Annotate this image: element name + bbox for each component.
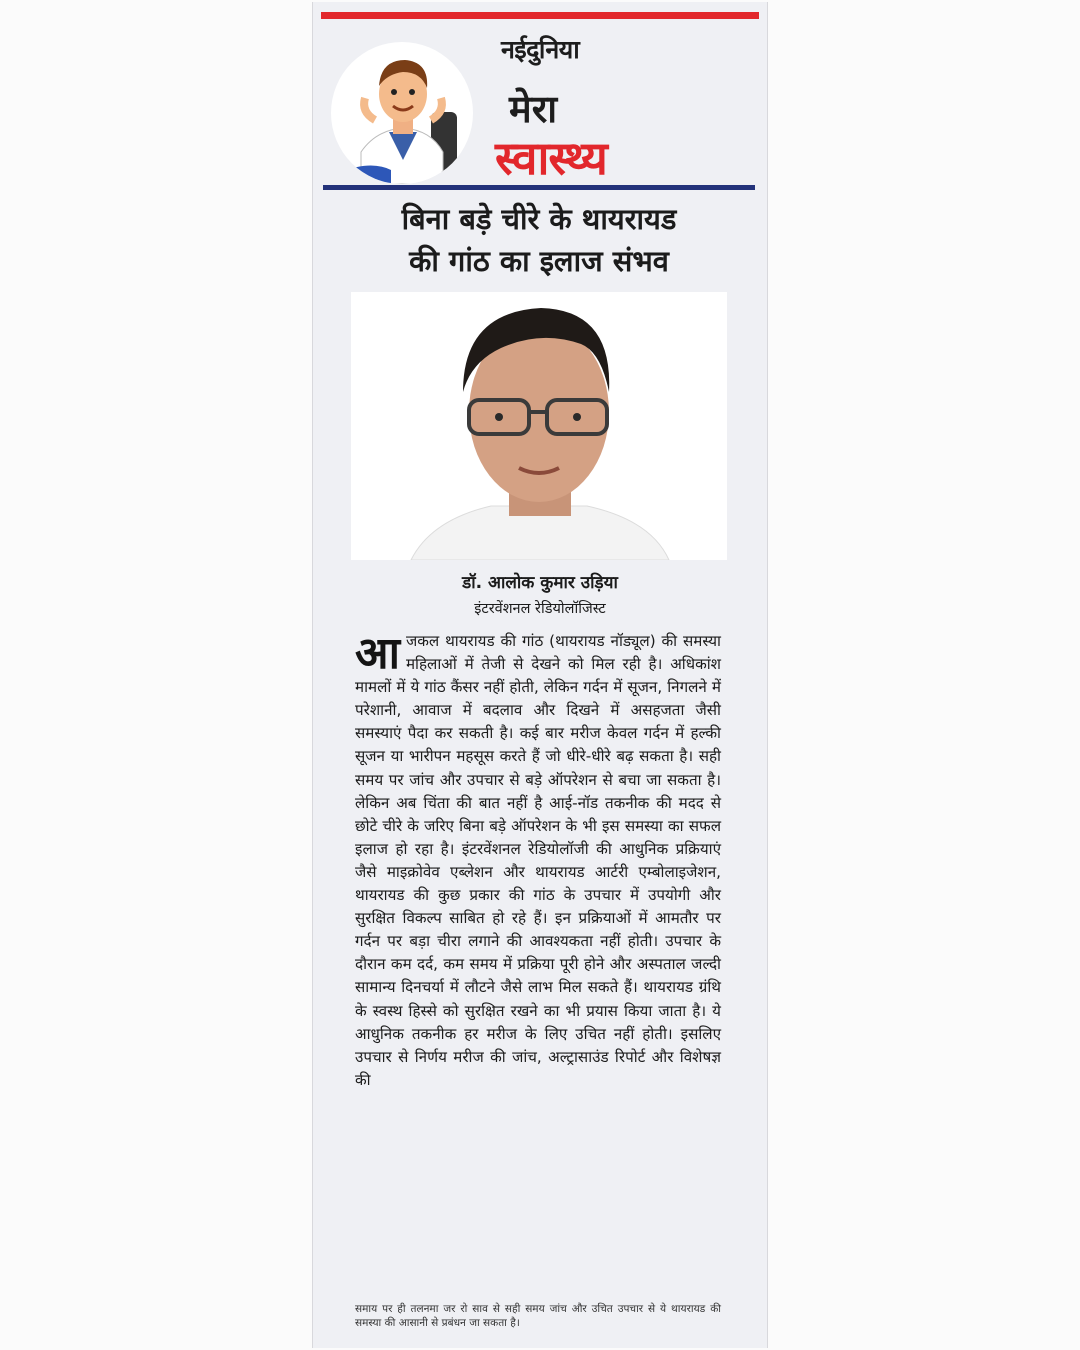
doctor-name: डॉ. आलोक कुमार उड़िया	[462, 573, 618, 593]
article-body	[355, 630, 721, 1092]
doctor-designation: इंटरवेंशनल रेडियोलॉजिस्ट	[474, 601, 606, 617]
headline-line1: बिना बड़े चीरे के थायरायड	[401, 202, 677, 236]
cartoon-doctor-illustration	[331, 42, 473, 184]
publication-name: नईदुनिया	[501, 35, 580, 64]
headline-line2: की गांठ का इलाज संभव	[409, 244, 669, 278]
newspaper-clipping	[312, 2, 768, 1348]
section-title-line1: मेरा	[509, 86, 558, 131]
doctor-portrait	[351, 292, 727, 560]
article-footnote: समाय पर ही तलनमा जर रो साव से सही समय जांच और उचित उपचार से ये थायरायड की समस्या की आसानी से प्रबंधन जा सकता है।	[355, 1303, 721, 1329]
article-text: जकल थायरायड की गांठ (थायरायड नॉड्यूल) की समस्या महिलाओं में तेजी से देखने को मिल रही है। अधिकांश मामलों में ये गांठ कैंसर नहीं होती, लेकिन गर्दन में सूजन, निगलने में परेशानी, आवाज में बदलाव और दिखने में असहजता जैसी समस्याएं पैदा कर सकती है। कई बार मरीज केवल गर्दन में हल्की सूजन या भारीपन महसूस करते हैं जो धीरे-धीरे बढ़ सकता है। सही समय पर जांच और उपचार से बड़े ऑपरेशन से बचा जा सकता है। लेकिन अब चिंता की बात नहीं है आई-नॉड तकनीक की मदद से छोटे चीरे के जरिए बिना बड़े ऑपरेशन के भी इस समस्या का सफल इलाज हो रहा है। इंटरवेंशनल रेडियोलॉजी की आधुनिक प्रक्रियाएं जैसे माइक्रोवेव एब्लेशन और थायरायड आर्टरी एम्बोलाइजेशन, थायरायड की कुछ प्रकार की गांठ के उपचार में उपयोगी और सुरक्षित विकल्प साबित हो रहे हैं। इन प्रक्रियाओं में आमतौर पर गर्दन पर बड़ा चीरा लगाने की आवश्यकता नहीं होती। उपचार के दौरान कम दर्द, कम समय में प्रक्रिया पूरी होने और अस्पताल जल्दी सामान्य दिनचर्या में लौटने जैसे लाभ मिल सकते हैं। थायरायड ग्रंथि के स्वस्थ हिस्से को सुरक्षित रखने का भी प्रयास किया जाता है। ये आधुनिक तकनीक हर मरीज के लिए उचित नहीं होती। इसलिए उपचार से निर्णय मरीज की जांच, अल्ट्रासाउंड रिपोर्ट और विशेषज्ञ की	[355, 632, 721, 1089]
article-headline	[323, 198, 755, 282]
blue-section-rule	[323, 185, 755, 190]
section-title-line2: स्वास्थ्य	[495, 131, 607, 185]
red-top-rule	[321, 12, 759, 19]
drop-cap: आ	[355, 628, 400, 679]
